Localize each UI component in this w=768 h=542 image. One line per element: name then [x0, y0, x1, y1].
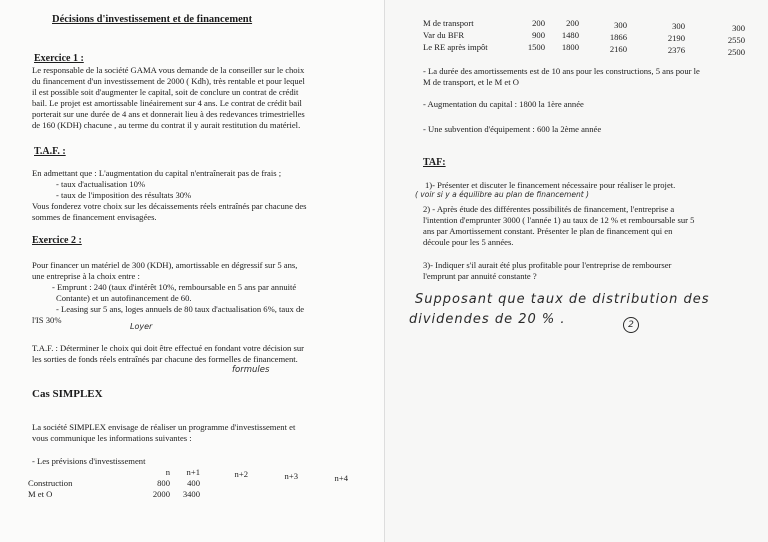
forecast-cell: 2000: [152, 489, 170, 499]
taf1-line: - taux d'actualisation 10%: [56, 179, 146, 189]
handwriting-note-line: Supposant que taux de distribution des: [415, 292, 710, 307]
taf1-line: En admettant que : L'augmentation du capital n'entraînerait pas de frais ;: [32, 168, 282, 178]
exercise2-line: - Emprunt : 240 (taux d'intérêt 10%, remboursable en 5 ans par annuité: [52, 282, 297, 292]
right-note: - La durée des amortissements est de 10 ans pour les constructions, 5 ans pour le: [423, 66, 700, 76]
question-2-line: l'intention d'emprunter 3000 ( l'année 1) au taux de 12 % et remboursable sur 5: [423, 215, 695, 225]
right-table-label: Le RE après impôt: [423, 42, 488, 52]
exercise1-line: de 160 (KDH) chacune , au terme du contrat il y aurait restitution du matériel.: [32, 120, 301, 130]
forecast-row-label: M et O: [28, 489, 53, 499]
right-table-cell: 300: [672, 21, 685, 31]
exercise1-line: porterait sur une durée de 4 ans et donnerait lieu à des redevances trimestrielles: [32, 109, 305, 119]
handwriting-note-line: dividendes de 20 % .: [409, 312, 566, 327]
exercise2-heading: Exercice 2 :: [32, 235, 82, 246]
forecast-col-header: n+4: [334, 473, 348, 483]
right-note: - Augmentation du capital : 1800 la 1ère année: [423, 99, 584, 109]
right-table-cell: 200: [532, 18, 545, 28]
right-table-cell: 2376: [667, 45, 685, 55]
exercise1-heading: Exercice 1 :: [34, 53, 84, 64]
handwriting-formules: formules: [232, 365, 270, 375]
forecast-col-header: n: [165, 467, 170, 477]
forecast-cell: 400: [187, 478, 200, 488]
simplex-line: La société SIMPLEX envisage de réaliser un programme d'investissement et: [32, 422, 296, 432]
right-table-cell: 200: [566, 18, 579, 28]
right-table-cell: 2550: [727, 35, 745, 45]
question-3-line: 3)- Indiquer s'il aurait été plus profitable pour l'entreprise de rembourser: [423, 260, 672, 270]
forecast-cell: 800: [157, 478, 170, 488]
right-table-cell: 900: [532, 30, 545, 40]
taf2-line: les sorties de fonds réels entraînés par chacune des formelles de financement.: [32, 354, 298, 364]
document-title: Décisions d'investissement et de financement: [52, 14, 253, 25]
forecast-col-header: n+3: [284, 471, 298, 481]
taf-heading: TAF:: [423, 157, 446, 168]
forecast-col-header: n+2: [234, 469, 248, 479]
forecast-cell: 3400: [182, 489, 200, 499]
forecast-col-header: n+1: [186, 467, 200, 477]
right-table-label: Var du BFR: [423, 30, 465, 40]
question-1: 1)- Présenter et discuter le financement nécessaire pour réaliser le projet.: [425, 180, 676, 190]
handwriting-circle: [623, 312, 639, 333]
handwriting-q1-note: ( voir si y a équilibre au plan de financement ): [415, 190, 589, 199]
simplex-heading: Cas SIMPLEX: [32, 388, 103, 400]
right-table-label: M de transport: [423, 18, 474, 28]
taf1-line: - taux de l'imposition des résultats 30%: [56, 190, 192, 200]
exercise1-line: Le responsable de la société GAMA vous demande de la conseiller sur le choix: [32, 65, 305, 75]
question-3-line: l'emprunt par annuité constante ?: [423, 271, 537, 281]
forecast-heading: - Les prévisions d'investissement: [32, 456, 146, 466]
right-note: M de transport, et le M et O: [423, 77, 519, 87]
taf1-line: sommes de financement envisagées.: [32, 212, 157, 222]
right-table-cell: 2500: [727, 47, 745, 57]
right-table-cell: 300: [614, 20, 627, 30]
exercise2-line: Pour financer un matériel de 300 (KDH), amortissable en dégressif sur 5 ans,: [32, 260, 298, 270]
simplex-line: vous communique les informations suivantes :: [32, 433, 192, 443]
exercise2-line: - Leasing sur 5 ans, loges annuels de 80 taux d'actualisation 6%, taux de: [56, 304, 305, 314]
right-table-cell: 2160: [609, 44, 627, 54]
exercise2-line: une entreprise à la choix entre :: [32, 271, 140, 281]
question-2-line: 2) - Après étude des différentes possibilités de financement, l'entreprise a: [423, 204, 675, 214]
exercise1-line: bail. Le projet est amortissable linéairement sur 4 ans. Le contrat de crédit bail: [32, 98, 302, 108]
taf2-line: T.A.F. : Déterminer le choix qui doit être effectué en fondant votre décision sur: [32, 343, 304, 353]
right-page: [384, 0, 768, 542]
right-table-cell: 1500: [527, 42, 545, 52]
right-table-cell: 2190: [667, 33, 685, 43]
taf1-line: Vous fonderez votre choix sur les décaissements réels entraînés par chacune des: [32, 201, 307, 211]
exercise2-line: Contante) et un autofinancement de 60.: [56, 293, 192, 303]
handwriting-loyer: Loyer: [130, 322, 153, 331]
question-2-line: découle pour les 5 années.: [423, 237, 514, 247]
right-table-cell: 1480: [561, 30, 579, 40]
taf1-heading: T.A.F. :: [34, 146, 66, 157]
forecast-row-label: Construction: [28, 478, 73, 488]
right-table-cell: 1800: [561, 42, 579, 52]
circled-number: 2: [623, 317, 639, 333]
exercise2-line: l'IS 30%: [32, 315, 62, 325]
question-2-line: ans par Amortissement constant. Présenter le plan de financement qui en: [423, 226, 673, 236]
exercise1-line: il est possible soit d'augmenter le capital, soit de conclure un contrat de crédit: [32, 87, 299, 97]
exercise1-line: du financement d'un investissement de 2000 ( Kdh), très rentable et pour lequel: [32, 76, 305, 86]
right-table-cell: 1866: [609, 32, 627, 42]
right-note: - Une subvention d'équipement : 600 la 2ème année: [423, 124, 602, 134]
right-table-cell: 300: [732, 23, 745, 33]
